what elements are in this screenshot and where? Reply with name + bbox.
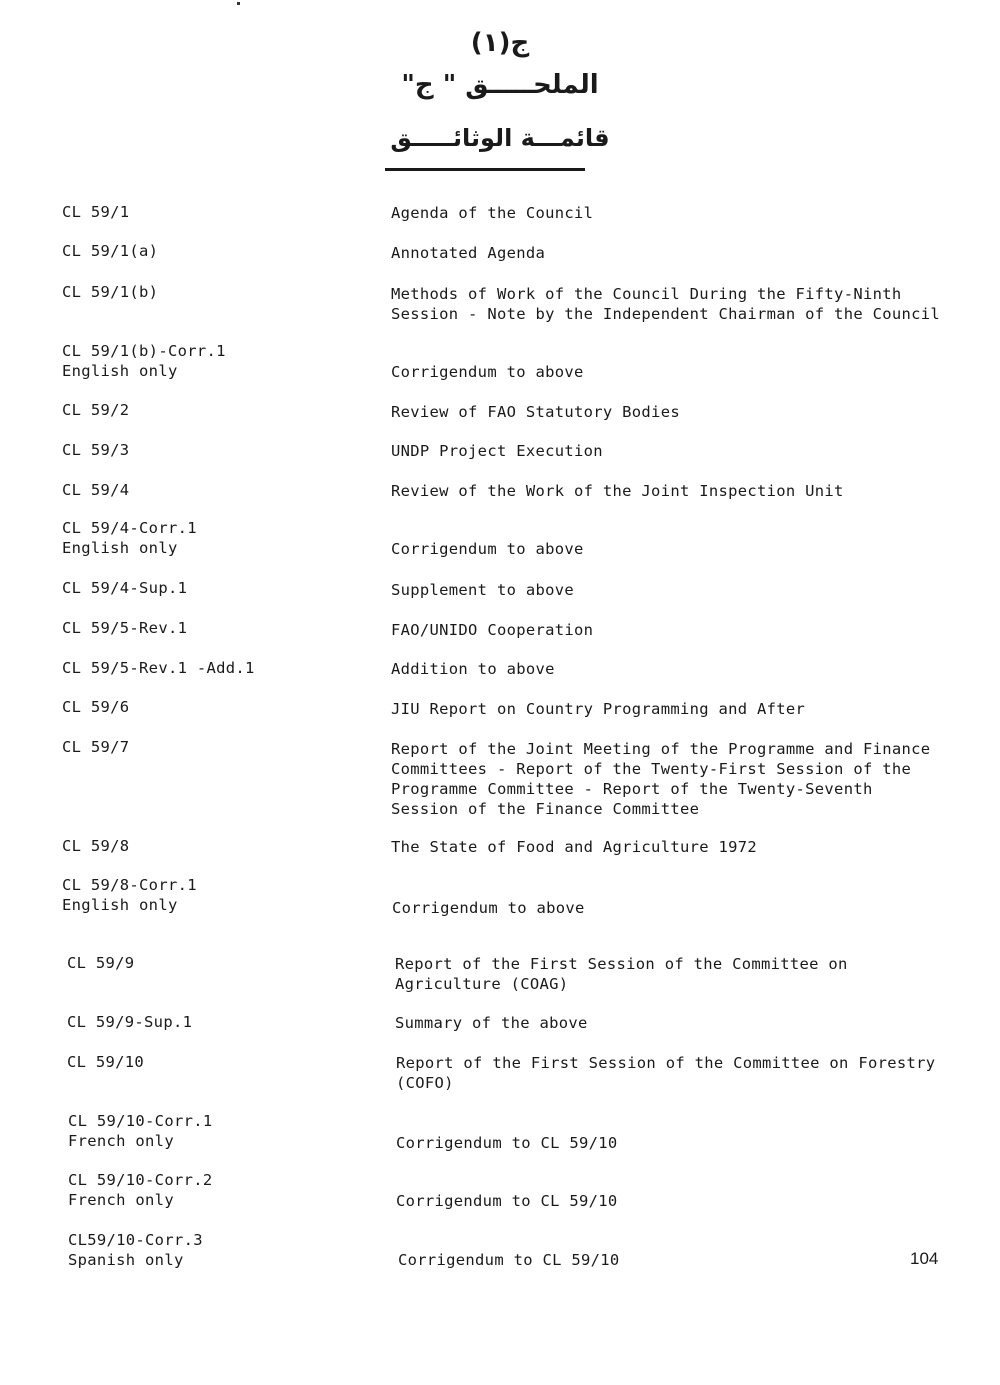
document-code: CL 59/10-Corr.2 French only bbox=[68, 1171, 213, 1209]
document-code: CL 59/4-Corr.1 English only bbox=[62, 519, 197, 557]
document-title: Corrigendum to CL 59/10 bbox=[396, 1134, 618, 1152]
heading-underline bbox=[385, 168, 585, 171]
document-code: CL 59/4 bbox=[62, 481, 130, 499]
document-title: Report of the Joint Meeting of the Programme and Finance Committees - Report of the Twenty-First Session of the Programme Committee - Report of the Twenty-Seventh Session of the Finance Committee bbox=[391, 740, 931, 818]
document-title: Corrigendum to above bbox=[391, 540, 584, 558]
document-code: CL 59/1(b)-Corr.1 English only bbox=[62, 342, 226, 380]
document-code: CL 59/1(b) bbox=[62, 283, 159, 301]
document-code: CL 59/1(a) bbox=[62, 242, 159, 260]
document-code: CL 59/9 bbox=[67, 954, 135, 972]
document-title: Corrigendum to above bbox=[392, 899, 585, 917]
page-number: 104 bbox=[910, 1249, 939, 1268]
document-code: CL59/10-Corr.3 Spanish only bbox=[68, 1231, 203, 1269]
document-title: Corrigendum to CL 59/10 bbox=[398, 1251, 620, 1269]
annex-title: الملحـــــق " ج" bbox=[401, 70, 599, 100]
scan-speck bbox=[237, 2, 240, 5]
document-title: Review of the Work of the Joint Inspection Unit bbox=[391, 482, 844, 500]
document-code: CL 59/2 bbox=[62, 401, 130, 419]
document-code: CL 59/4-Sup.1 bbox=[62, 579, 188, 597]
document-title: Supplement to above bbox=[391, 581, 575, 599]
document-title: Review of FAO Statutory Bodies bbox=[391, 403, 680, 421]
document-code: CL 59/8-Corr.1 English only bbox=[62, 876, 197, 914]
document-code: CL 59/10-Corr.1 French only bbox=[68, 1112, 213, 1150]
document-title: Annotated Agenda bbox=[391, 244, 546, 262]
document-title: Addition to above bbox=[391, 660, 555, 678]
list-of-documents-heading: قائمـــة الوثائـــــق bbox=[390, 124, 610, 152]
document-title: The State of Food and Agriculture 1972 bbox=[391, 838, 758, 856]
document-title: FAO/UNIDO Cooperation bbox=[391, 621, 594, 639]
document-code: CL 59/9-Sup.1 bbox=[67, 1013, 193, 1031]
document-title: Corrigendum to CL 59/10 bbox=[396, 1192, 618, 1210]
document-title: JIU Report on Country Programming and After bbox=[391, 700, 806, 718]
document-code: CL 59/6 bbox=[62, 698, 130, 716]
document-title: Corrigendum to above bbox=[391, 363, 584, 381]
annex-number: ج(١) bbox=[470, 28, 530, 58]
document-title: Report of the First Session of the Committee on Forestry (COFO) bbox=[396, 1054, 936, 1092]
document-code: CL 59/5-Rev.1 bbox=[62, 619, 188, 637]
document-code: CL 59/3 bbox=[62, 441, 130, 459]
document-code: CL 59/8 bbox=[62, 837, 130, 855]
document-code: CL 59/5-Rev.1 -Add.1 bbox=[62, 659, 255, 677]
document-title: Methods of Work of the Council During the Fifty-Ninth Session - Note by the Independent Chairman of the Council bbox=[391, 285, 941, 323]
document-code: CL 59/7 bbox=[62, 738, 130, 756]
document-title: Report of the First Session of the Committee on Agriculture (COAG) bbox=[395, 955, 848, 993]
document-title: UNDP Project Execution bbox=[391, 442, 603, 460]
document-code: CL 59/1 bbox=[62, 203, 130, 221]
document-code: CL 59/10 bbox=[67, 1053, 145, 1071]
document-title: Agenda of the Council bbox=[391, 204, 594, 222]
document-title: Summary of the above bbox=[395, 1014, 588, 1032]
